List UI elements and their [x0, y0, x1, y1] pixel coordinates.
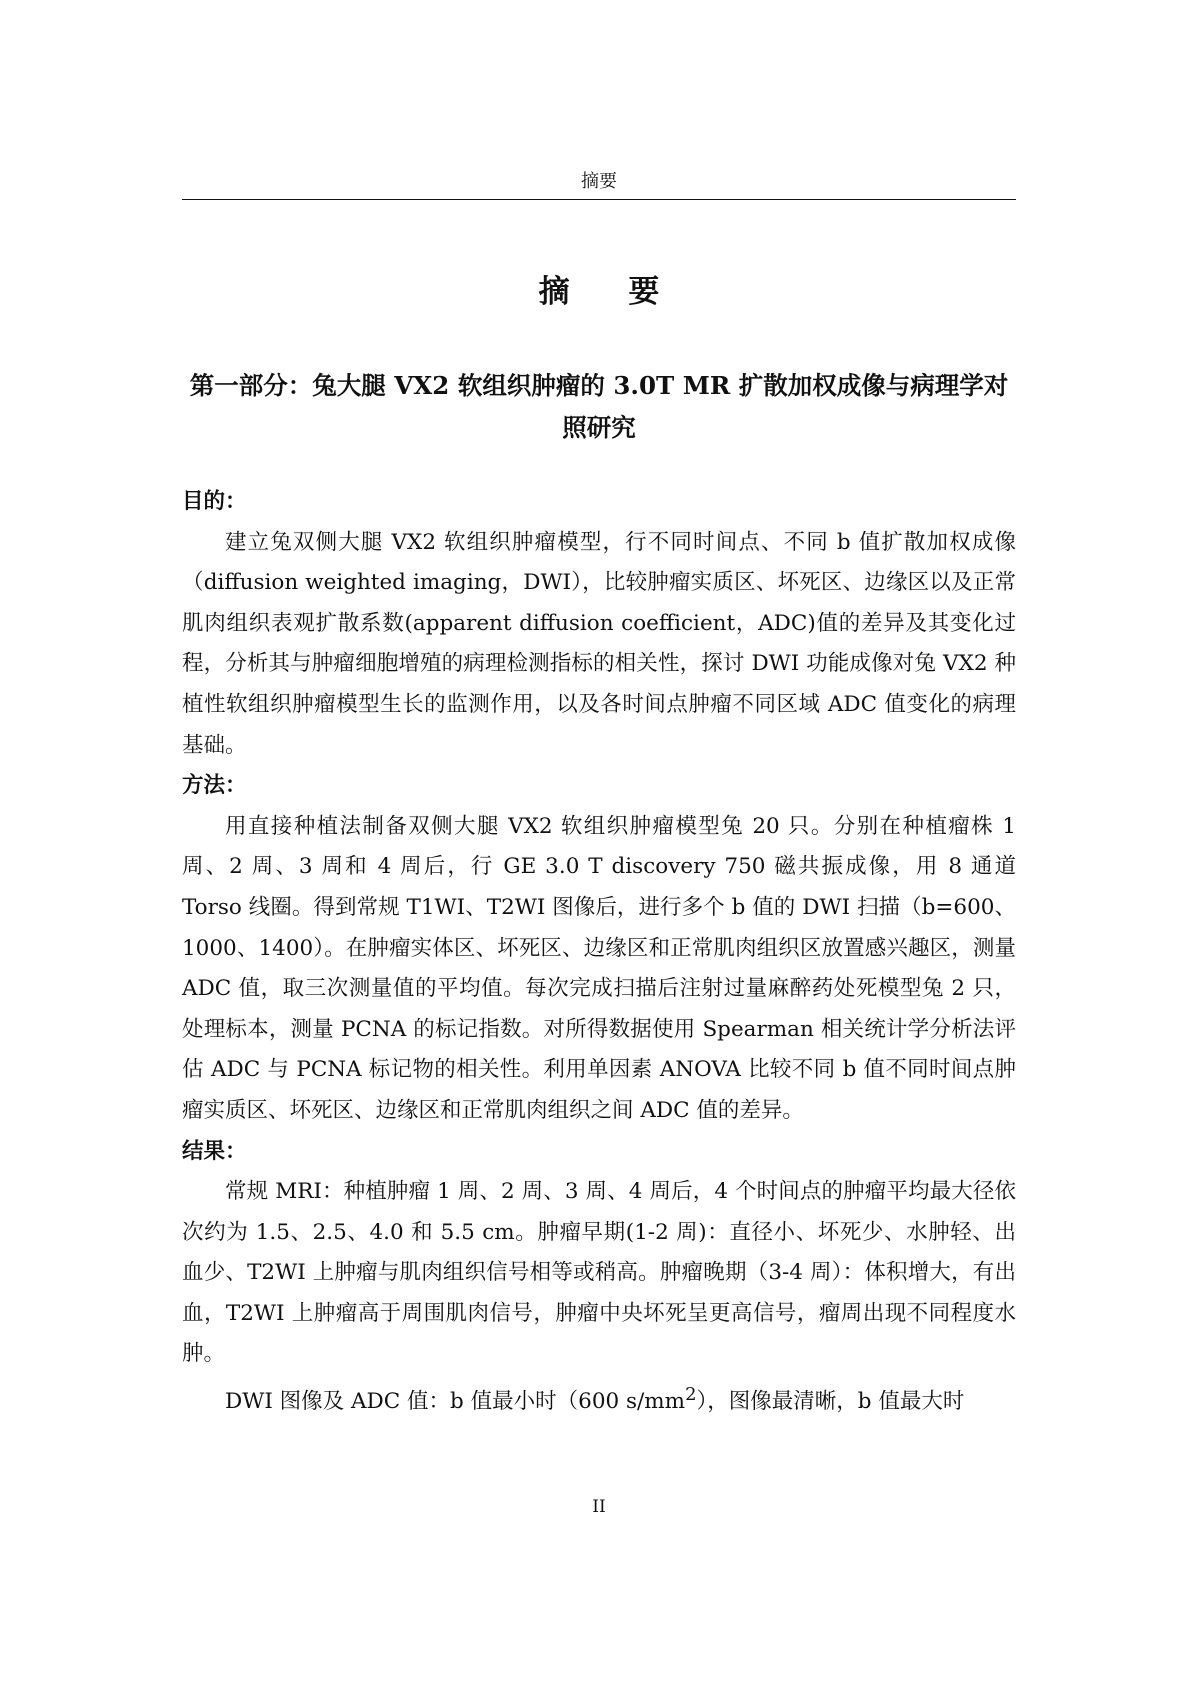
running-header: 摘要 — [581, 171, 617, 192]
methods-heading: 方法： — [182, 773, 247, 799]
unit-superscript: 2 — [685, 1384, 697, 1406]
header-rule — [182, 199, 1016, 200]
results-dwi-text-start: DWI 图像及 ADC 值：b 值最小时（600 s/mm — [225, 1389, 686, 1415]
results-paragraph-dwi — [182, 1375, 1016, 1423]
purpose-paragraph: 建立兔双侧大腿 VX2 软组织肿瘤模型，行不同时间点、不同 b 值扩散加权成像（diffusion weighted imaging，DWI），比较肿瘤实质区、坏死区、边缘区以及正常肌肉组织表观扩散系数(apparent diffusion coefficient，ADC)值的差异及其变化过程，分析其与肿瘤细胞增殖的病理检测指标的相关性，探讨 DWI 功能成像对兔 VX2 种植性软组织肿瘤模型生长的监测作用，以及各时间点肿瘤不同区域 ADC 值变化的病理基础。 — [182, 529, 1016, 758]
results-paragraph-mri: 常规 MRI：种植肿瘤 1 周、2 周、3 周、4 周后，4 个时间点的肿瘤平均最大径依次约为 1.5、2.5、4.0 和 5.5 cm。肿瘤早期(1-2 周)：直径小、坏死少、水肿轻、出血少、T2WI 上肿瘤与肌肉组织信号相等或稍高。肿瘤晚期（3-4 周）：体积增大，有出血，T2WI 上肿瘤高于周围肌肉信号，肿瘤中央坏死呈更高信号，瘤周出现不同程度水肿。 — [182, 1179, 1016, 1367]
part-title: 第一部分：兔大腿 VX2 软组织肿瘤的 3.0T MR 扩散加权成像与病理学对照研究 — [189, 371, 1009, 442]
abstract-body — [182, 482, 1016, 1423]
results-heading: 结果： — [182, 1138, 247, 1164]
results-dwi-text-end: ），图像最清晰，b 值最大时 — [696, 1389, 965, 1415]
methods-paragraph: 用直接种植法制备双侧大腿 VX2 软组织肿瘤模型兔 20 只。分别在种植瘤株 1 周、2 周、3 周和 4 周后，行 GE 3.0 T discovery 750 磁共振成像，用 8 通道 Torso 线圈。得到常规 T1WI、T2WI 图像后，进行多个 b 值的 DWI 扫描（b=600、1000、1400）。在肿瘤实体区、坏死区、边缘区和正常肌肉组织区放置感兴趣区，测量 ADC 值，取三次测量值的平均值。每次完成扫描后注射过量麻醉药处死模型兔 2 只，处理标本，测量 PCNA 的标记指数。对所得数据使用 Spearman 相关统计学分析法评估 ADC 与 PCNA 标记物的相关性。利用单因素 ANOVA 比较不同 b 值不同时间点肿瘤实质区、坏死区、边缘区和正常肌肉组织之间 ADC 值的差异。 — [182, 813, 1016, 1123]
page-number: II — [592, 1497, 606, 1517]
page-title: 摘 要 — [538, 274, 684, 310]
purpose-heading: 目的： — [182, 489, 247, 514]
